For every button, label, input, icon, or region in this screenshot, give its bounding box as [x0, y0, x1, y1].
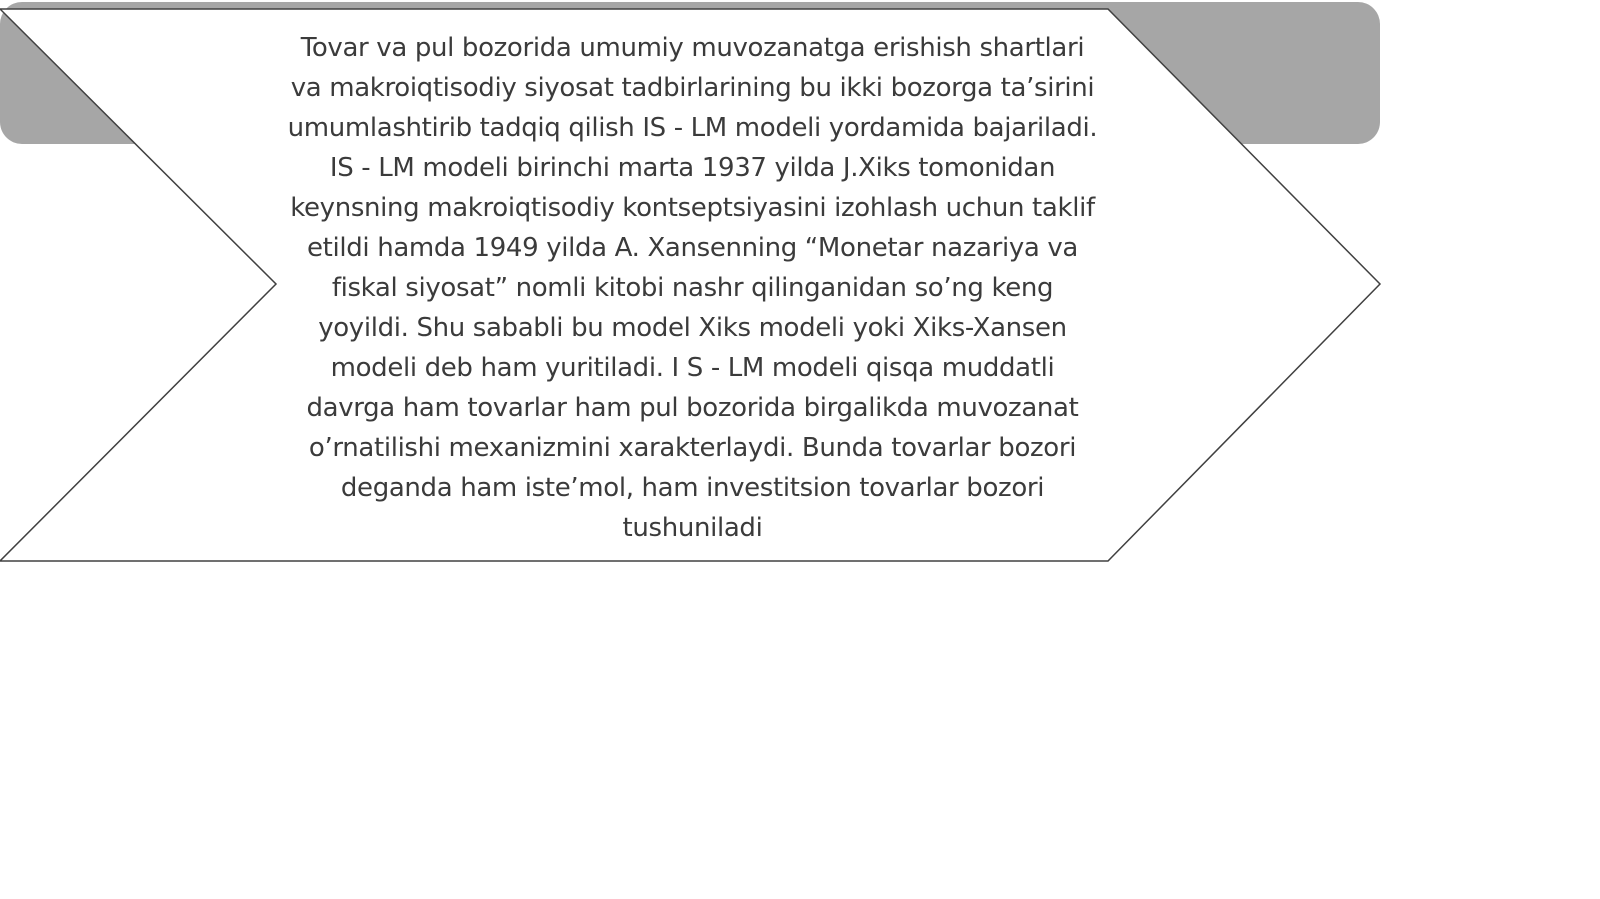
slide-body-text: Tovar va pul bozorida umumiy muvozanatga erishish shartlari va makroiqtisodiy siyosat tadbirlarining bu ikki bozorga ta’sirini umumlashtirib tadqiq qilish IS - LM modeli yordamida bajariladi. IS - LM modeli birinchi marta 1937 yilda J.Xiks tomonidan keynsning makroiqtisodiy kontseptsiyasini izohlash uchun taklif etildi hamda 1949 yilda A. Xansenning “Monetar nazariya va fiskal siyosat” nomli kitobi nashr qilinganidan so’ng keng yoyildi. Shu sababli bu model Xiks modeli yoki Xiks-Xansen modeli deb ham yuritiladi. I S - LM modeli qisqa muddatli davrga ham tovarlar ham pul bozorida birgalikda muvozanat o’rnatilishi mexanizmini xarakterlaydi. Bunda tovarlar bozori deganda ham iste’mol, ham investitsion tovarlar bozori tushuniladi [287, 33, 1098, 543]
